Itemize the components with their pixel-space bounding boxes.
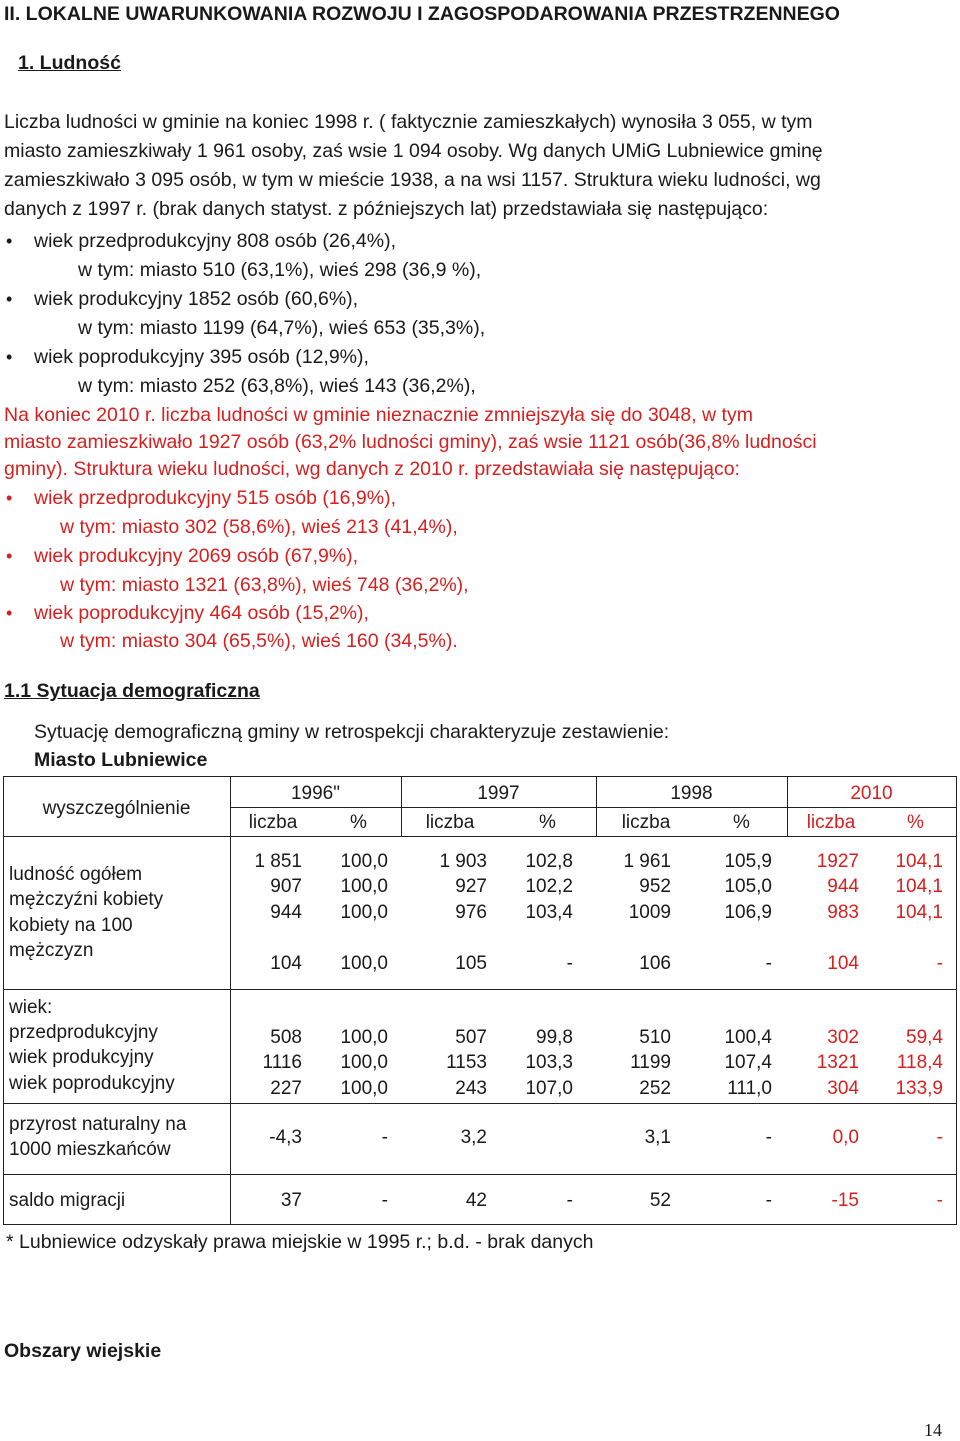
paragraph-line: gminy). Struktura wieku ludności, wg danych z 2010 r. przedstawiała się następująco: [4,458,740,480]
list-item: wiek poprodukcyjny 464 osób (15,2%), [34,602,369,624]
paragraph-line: miasto zamieszkiwało 1927 osób (63,2% ludności gminy), zaś wsie 1121 osób(36,8% ludności [4,431,817,453]
table-cell: 1 851 [254,851,302,872]
list-item-detail: w tym: miasto 304 (65,5%), wieś 160 (34,5%). [60,630,458,652]
table-cell: 3,2 [460,1127,487,1148]
subheader: % [907,812,924,833]
row-label: wiek poprodukcyjny [9,1073,175,1094]
table-cell: 100,0 [340,1027,388,1048]
bullet-icon: • [6,347,13,367]
table-cell: - [765,953,772,974]
paragraph-line: zamieszkiwało 3 095 osób, w tym w mieście 1938, a na wsi 1157. Struktura wieku ludności, wg [4,169,821,191]
subheader: % [733,812,750,833]
row-label: kobiety na 100 [9,915,133,936]
footnote: * Lubniewice odzyskały prawa miejskie w 1995 r.; b.d. - brak danych [6,1231,594,1253]
table-cell: - [765,1190,772,1211]
chapter-heading: II. LOKALNE UWARUNKOWANIA ROZWOJU I ZAGOSPODAROWANIA PRZESTRZENNEGO [4,3,840,25]
bullet-icon: • [6,289,13,309]
table-cell: 510 [639,1027,671,1048]
year-header: 1998 [670,783,713,804]
row-label: mężczyźni kobiety [9,889,164,910]
table-border [230,776,231,1225]
table-subtitle: Miasto Lubniewice [34,749,208,771]
table-cell: 103,4 [525,902,573,923]
table-cell: 1009 [628,902,671,923]
year-header: 1997 [477,783,520,804]
table-cell: 107,0 [525,1078,573,1099]
table-cell: 42 [465,1190,487,1211]
list-item-detail: w tym: miasto 1199 (64,7%), wieś 653 (35,3%), [78,317,486,339]
table-cell: 59,4 [906,1027,943,1048]
table-cell: - [381,1127,388,1148]
table-cell: 102,8 [525,851,573,872]
table-cell: 133,9 [895,1078,943,1099]
list-item: wiek przedprodukcyjny 515 osób (16,9%), [34,487,397,509]
table-cell: 100,0 [340,1078,388,1099]
table-cell: 927 [455,876,487,897]
paragraph-line: danych z 1997 r. (brak danych statyst. z późniejszych lat) przedstawiała się następująco: [4,198,769,220]
table-cell: 1116 [262,1052,302,1073]
list-item-detail: w tym: miasto 1321 (63,8%), wieś 748 (36,2%), [60,574,469,596]
table-cell: 106 [639,953,671,974]
row-label: saldo migracji [9,1190,126,1211]
table-cell: 100,4 [724,1027,772,1048]
table-cell: 0,0 [832,1127,859,1148]
table-cell: 100,0 [340,902,388,923]
table-cell: -15 [831,1190,859,1211]
table-cell: 100,0 [340,1052,388,1073]
row-label: wiek produkcyjny [9,1047,154,1068]
table-border [230,807,957,808]
paragraph-line: Na koniec 2010 r. liczba ludności w gminie nieznacznie zmniejszyła się do 3048, w tym [4,404,753,426]
table-cell: 252 [639,1078,671,1099]
table-border [3,1174,957,1175]
table-cell: - [381,1190,388,1211]
row-label: wiek: [9,997,53,1018]
list-item: wiek przedprodukcyjny 808 osób (26,4%), [34,230,397,252]
section-title-obszary-wiejskie: Obszary wiejskie [4,1340,162,1362]
table-cell: 1321 [816,1052,859,1073]
table-border [956,776,957,1225]
table-cell: - [765,1127,772,1148]
subheader: % [350,812,367,833]
subheader: liczba [621,812,671,833]
paragraph-line: miasto zamieszkiwały 1 961 osoby, zaś wsie 1 094 osoby. Wg danych UMiG Lubniewice gminę [4,140,823,162]
column-header-label: wyszczególnienie [42,798,191,819]
table-cell: 104,1 [895,902,943,923]
section-title-demografia: 1.1 Sytuacja demograficzna [4,680,260,702]
table-cell: 104 [827,953,859,974]
table-cell: 106,9 [724,902,772,923]
list-item: wiek poprodukcyjny 395 osób (12,9%), [34,346,369,368]
table-cell: 118,4 [896,1052,943,1073]
table-cell: 1927 [816,851,859,872]
bullet-icon: • [6,546,13,566]
page-number: 14 [924,1420,942,1440]
table-border [3,989,957,990]
table-cell: - [566,953,573,974]
table-cell: 907 [270,876,302,897]
list-item: wiek produkcyjny 1852 osób (60,6%), [34,288,359,310]
table-cell: 508 [270,1027,302,1048]
table-border [3,776,957,777]
table-cell: 976 [455,902,487,923]
table-cell: 1 961 [623,851,671,872]
row-label: mężczyzn [9,940,94,961]
table-cell: 52 [649,1190,671,1211]
row-label: przyrost naturalny na [9,1114,187,1135]
table-cell: 983 [827,902,859,923]
table-cell: 104,1 [895,851,943,872]
table-intro: Sytuację demograficzną gminy w retrospekcji charakteryzuje zestawienie: [34,721,670,743]
bullet-icon: • [6,231,13,251]
year-header: 2010 [850,783,893,804]
table-cell: 243 [455,1078,487,1099]
table-cell: 1 903 [439,851,487,872]
table-cell: 304 [827,1078,859,1099]
row-label: ludność ogółem [9,864,143,885]
subheader: liczba [248,812,298,833]
table-cell: 104 [270,953,302,974]
table-cell: 944 [270,902,302,923]
list-item: wiek produkcyjny 2069 osób (67,9%), [34,545,359,567]
table-cell: 37 [280,1190,302,1211]
bullet-icon: • [6,488,13,508]
table-cell: 107,4 [724,1052,772,1073]
subheader: liczba [425,812,475,833]
row-label: przedprodukcyjny [9,1022,158,1043]
table-cell: - [936,1190,943,1211]
table-cell: 105,0 [724,876,772,897]
table-border [3,836,957,837]
row-label: 1000 mieszkańców [9,1139,171,1160]
list-item-detail: w tym: miasto 302 (58,6%), wieś 213 (41,4%), [60,516,458,538]
table-cell: 103,3 [525,1052,573,1073]
table-cell: 100,0 [340,876,388,897]
bullet-icon: • [6,603,13,623]
subheader: liczba [806,812,856,833]
table-cell: 952 [639,876,671,897]
table-border [3,776,4,1225]
table-cell: 1199 [630,1052,671,1073]
table-cell: 944 [827,876,859,897]
table-cell: 227 [270,1078,302,1099]
table-cell: 105,9 [724,851,772,872]
table-cell: 302 [827,1027,859,1048]
table-border [3,1224,957,1225]
table-cell: 3,1 [644,1127,671,1148]
table-cell: -4,3 [269,1127,302,1148]
year-header: 1996" [290,783,340,804]
paragraph-line: Liczba ludności w gminie na koniec 1998 r. ( faktycznie zamieszkałych) wynosiła 3 055, w tym [4,111,813,133]
table-cell: - [936,1127,943,1148]
table-border [3,1103,957,1104]
list-item-detail: w tym: miasto 510 (63,1%), wieś 298 (36,9 %), [78,259,482,281]
subheader: % [539,812,556,833]
table-cell: 507 [455,1027,487,1048]
table-cell: 100,0 [340,953,388,974]
table-cell: 111,0 [727,1078,772,1099]
table-cell: - [936,953,943,974]
table-cell: 105 [455,953,487,974]
list-item-detail: w tym: miasto 252 (63,8%), wieś 143 (36,2%), [78,375,476,397]
demography-table [3,776,957,1225]
table-cell: 1153 [446,1052,487,1073]
table-cell: - [566,1190,573,1211]
table-cell: 100,0 [340,851,388,872]
table-cell: 104,1 [895,876,943,897]
section-title-ludnosc: 1. Ludność [18,52,121,74]
table-cell: 99,8 [536,1027,573,1048]
table-cell: 102,2 [525,876,573,897]
